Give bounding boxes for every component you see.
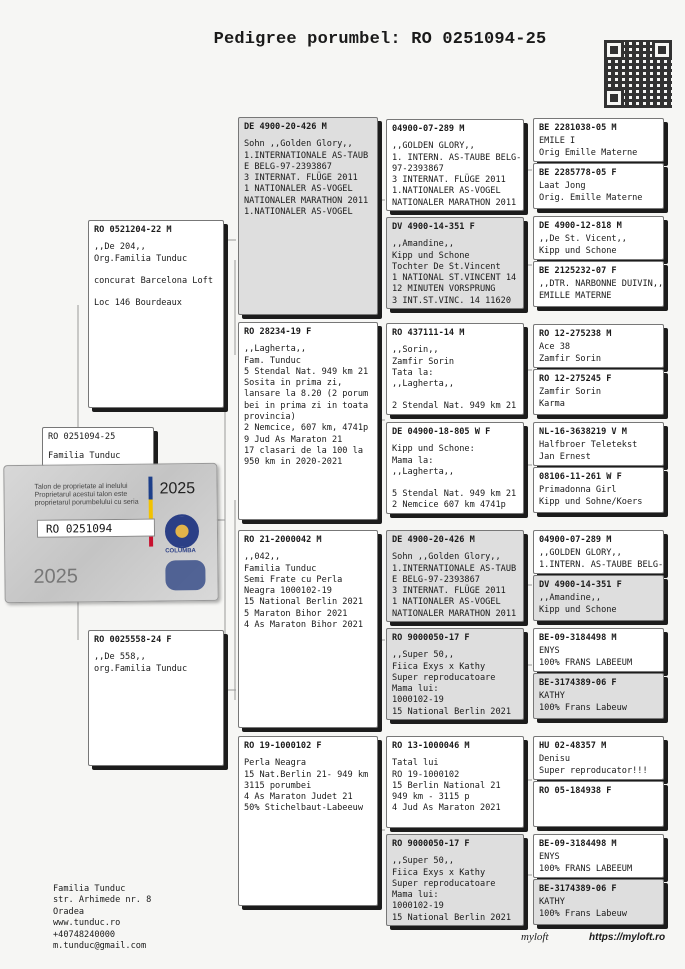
ring-number: BE-09-3184498 M: [539, 839, 617, 849]
g4-box-4: [533, 261, 664, 307]
pedigree-note: ,,GOLDEN GLORY,,: [539, 548, 622, 559]
breeder-contact: [53, 884, 151, 952]
card-ring-number: RO 0251094: [37, 519, 155, 538]
pedigree-note: Super reproducatoare: [392, 878, 496, 889]
pedigree-note: 15 National Berlin 2021: [244, 597, 363, 608]
g4-box-6: [533, 369, 664, 415]
pedigree-note: Loc 146 Bourdeaux: [94, 298, 182, 309]
subject-owner: Familia Tunduc: [48, 451, 121, 462]
ring-number: RO 9000050-17 F: [392, 633, 470, 643]
pedigree-note: ,,042,,: [244, 552, 281, 563]
pedigree-note: EMILLE MATERNE: [539, 290, 612, 301]
g4-box-13: [533, 736, 664, 780]
pedigree-note: ,,De 558,,: [94, 652, 146, 663]
pedigree-note: bei in prima zi in toata: [244, 400, 369, 411]
subject-pigeon-box: [42, 427, 154, 467]
ring-number: BE-09-3184498 M: [539, 633, 617, 643]
pedigree-note: [94, 287, 218, 298]
card-line-3: proprietarul porumbelului cu seria: [34, 498, 139, 507]
qr-code: [604, 40, 672, 108]
pedigree-note: 1.INTERN. AS-TAUBE BELG-: [539, 559, 664, 570]
card-year-top: 2025: [159, 480, 196, 498]
footer-line: Oradea: [53, 906, 85, 917]
sire-sire-dam-box: [386, 217, 524, 309]
sire-dam-dam-box: [386, 422, 524, 514]
pedigree-note: Semi Frate cu Perla: [244, 574, 343, 585]
pedigree-note: provincia): [244, 412, 296, 423]
dam-sire-sire-box: [386, 530, 524, 622]
ring-number: HU 02-48357 M: [539, 741, 607, 751]
pedigree-note: Org.Familia Tunduc: [94, 253, 188, 264]
myloft-logo: myloft: [521, 931, 549, 943]
g4-box-2: [533, 163, 664, 209]
pedigree-note: Kipp und Schone: [539, 604, 617, 615]
g4-box-11: [533, 628, 664, 672]
ring-number: RO 28234-19 F: [244, 327, 312, 337]
pedigree-note: Jan Ernest: [539, 451, 591, 462]
ring-number: BE 2281038-05 M: [539, 123, 617, 133]
ring-number: RO 437111-14 M: [392, 328, 465, 338]
pedigree-note: 1. INTERN. AS-TAUBE BELG-: [392, 152, 522, 163]
ring-number: RO 12-275238 M: [539, 329, 612, 339]
pedigree-note: 97-2393867: [392, 163, 444, 174]
pedigree-note: Tochter De St.Vincent: [392, 261, 501, 272]
g4-box-5: [533, 324, 664, 368]
pedigree-note: Sohn ,,Golden Glory,,: [244, 139, 353, 150]
pedigree-note: 1.NATIONALER AS-VOGEL: [392, 186, 501, 197]
pedigree-note: E BELG-97-2393867: [244, 161, 332, 172]
pedigree-note: [94, 265, 218, 276]
ring-number: BE-3174389-06 F: [539, 678, 617, 688]
pedigree-note: 100% Frans Labeuw: [539, 702, 627, 713]
g4-box-16: [533, 879, 664, 925]
card-year-bottom: 2025: [33, 565, 79, 588]
dam-dam-sire-box: [386, 736, 524, 828]
sire-sire-sire-box: [386, 119, 524, 211]
footer-line: m.tunduc@gmail.com: [53, 941, 147, 952]
pedigree-note: 1.NATIONALER AS-VOGEL: [244, 207, 353, 218]
pedigree-note: [392, 390, 518, 401]
pedigree-note: Denisu: [539, 754, 571, 765]
pedigree-note: ENYS: [539, 646, 560, 657]
pedigree-note: Orig Emille Materne: [539, 147, 638, 158]
pedigree-note: Kipp und Sohne/Koers: [539, 496, 643, 507]
pedigree-note: ,,De St. Vicent,,: [539, 234, 627, 245]
ring-number: NL-16-3638219 V M: [539, 427, 627, 437]
pedigree-note: 3115 porumbei: [244, 780, 312, 791]
pedigree-note: ,,Lagherta,,: [392, 466, 455, 477]
dam-sire-box: [238, 530, 378, 728]
g4-box-7: [533, 422, 664, 466]
pedigree-note: Kipp und Schone: [539, 245, 617, 256]
dam-dam-dam-box: [386, 834, 524, 926]
pedigree-note: KATHY: [539, 897, 565, 908]
ring-number: BE 2285778-05 F: [539, 168, 617, 178]
ring-number: RO 05-184938 F: [539, 786, 612, 796]
myloft-url[interactable]: https://myloft.ro: [589, 932, 666, 943]
pedigree-note: 2 Stendal Nat. 949 km 21: [392, 401, 517, 412]
pedigree-note: 17 clasari de la 100 la: [244, 445, 363, 456]
pedigree-note: 5 Maraton Bihor 2021: [244, 608, 348, 619]
pedigree-note: 949 km - 3115 p: [392, 792, 470, 803]
ownership-card: [3, 463, 218, 603]
g4-box-3: [533, 216, 664, 260]
footer-line: +40748240000: [53, 929, 116, 940]
pedigree-note: NATIONALER MARATHON 2011: [244, 195, 369, 206]
pedigree-note: 15 National Berlin 2021: [392, 706, 511, 717]
pedigree-note: ,,Amandine,,: [392, 239, 455, 250]
pedigree-note: ,,DTR. NARBONNE DUIVIN,,: [539, 279, 664, 290]
pedigree-note: org.Familia Tunduc: [94, 663, 188, 674]
pedigree-note: NATIONALER MARATHON 2011: [392, 197, 517, 208]
pedigree-note: 1000102-19: [392, 901, 444, 912]
g4-box-8: [533, 467, 664, 513]
pedigree-note: 1.INTERNATIONALE AS-TAUB: [244, 150, 369, 161]
pedigree-note: Mama lui:: [392, 890, 439, 901]
ring-number: DE 04900-18-805 W F: [392, 427, 491, 437]
pedigree-note: Super reproducatoare: [392, 672, 496, 683]
dam-dam-box: [238, 736, 378, 906]
pedigree-note: Fiica Exys x Kathy: [392, 661, 486, 672]
pedigree-note: 1 NATIONALER AS-VOGEL: [392, 597, 501, 608]
pedigree-note: 3 INTERNAT. FLÜGE 2011: [244, 173, 358, 184]
pedigree-note: Zamfir Sorin: [392, 356, 455, 367]
pedigree-note: concurat Barcelona Loft: [94, 275, 213, 286]
pedigree-note: 5 Stendal Nat. 949 km 21: [244, 366, 369, 377]
pedigree-note: [392, 478, 518, 489]
ring-number: 04900-07-289 M: [539, 535, 612, 545]
footer-line: str. Arhimede nr. 8: [53, 895, 152, 906]
sire-box: [88, 220, 224, 408]
ring-number: DV 4900-14-351 F: [392, 222, 475, 232]
pedigree-note: Kipp und Schone:: [392, 444, 475, 455]
ring-number: RO 0521204-22 M: [94, 225, 172, 235]
card-line-2: Proprietarul acestui talon este: [34, 490, 128, 499]
ring-number: DE 4900-20-426 M: [244, 122, 327, 132]
pedigree-note: Primadonna Girl: [539, 485, 617, 496]
pedigree-note: 3 INTERNAT. FLÜGE 2011: [392, 586, 506, 597]
ring-number: 08106-11-261 W F: [539, 472, 622, 482]
dam-sire-dam-box: [386, 628, 524, 720]
pedigree-note: lansare la 8.20 (2 porum: [244, 389, 369, 400]
ring-number: DE 4900-12-818 M: [539, 221, 622, 231]
pedigree-note: Zamfir Sorin: [539, 353, 602, 364]
pedigree-note: 1 NATIONALER AS-VOGEL: [244, 184, 353, 195]
pedigree-note: Mama lui:: [392, 684, 439, 695]
sire-dam-sire-box: [386, 323, 524, 415]
pedigree-note: ,,Lagherta,,: [392, 379, 455, 390]
pedigree-note: ,,Lagherta,,: [244, 344, 307, 355]
pedigree-note: 950 km in 2020-2021: [244, 457, 343, 468]
ring-number: BE-3174389-06 F: [539, 884, 617, 894]
pedigree-note: 2 Nemcice, 607 km, 4741p: [244, 423, 369, 434]
g4-box-1: [533, 118, 664, 162]
pedigree-note: ,,GOLDEN GLORY,,: [392, 141, 475, 152]
pedigree-note: E BELG-97-2393867: [392, 574, 480, 585]
pedigree-note: 1 NATIONAL ST.VINCENT 14: [392, 273, 517, 284]
pedigree-note: 4 As Maraton Bihor 2021: [244, 620, 363, 631]
pedigree-note: Orig. Emille Materne: [539, 192, 643, 203]
pedigree-note: 100% FRANS LABEEUM: [539, 657, 633, 668]
pedigree-note: Super reproducator!!!: [539, 765, 648, 776]
pedigree-note: NATIONALER MARATHON 2011: [392, 608, 517, 619]
columba-emblem-icon: [165, 514, 199, 548]
pedigree-note: ENYS: [539, 852, 560, 863]
pedigree-note: 4 As Maraton Judet 21: [244, 792, 353, 803]
pedigree-note: Fam. Tunduc: [244, 355, 301, 366]
g4-box-10: [533, 575, 664, 621]
pedigree-note: Fiica Exys x Kathy: [392, 867, 486, 878]
pedigree-note: 15 National Berlin 2021: [392, 912, 511, 923]
pedigree-note: EMILE I: [539, 136, 576, 147]
pedigree-note: Halfbroer Teletekst: [539, 440, 638, 451]
pedigree-note: Neagra 1000102-19: [244, 586, 332, 597]
ring-number: RO 21-2000042 M: [244, 535, 322, 545]
pedigree-note: Perla Neagra: [244, 758, 307, 769]
sire-sire-box: [238, 117, 378, 315]
pedigree-note: ,,Super 50,,: [392, 650, 455, 661]
pedigree-note: ,,Super 50,,: [392, 856, 455, 867]
pedigree-note: 1000102-19: [392, 695, 444, 706]
ring-number: RO 19-1000102 F: [244, 741, 322, 751]
pedigree-note: 3 INT.ST.VINC. 14 11620: [392, 295, 511, 306]
ring-number: 04900-07-289 M: [392, 124, 465, 134]
pedigree-note: RO 19-1000102: [392, 769, 460, 780]
page-title: Pedigree porumbel: RO 0251094-25: [213, 30, 547, 49]
footer-line: Familia Tunduc: [53, 884, 126, 894]
pedigree-note: Tatal lui: [392, 758, 439, 769]
pedigree-note: 4 Jud As Maraton 2021: [392, 803, 501, 814]
pedigree-note: 2 Nemcice 607 km 4741p: [392, 500, 506, 511]
ring-number: RO 13-1000046 M: [392, 741, 470, 751]
pedigree-note: Karma: [539, 398, 565, 409]
pedigree-note: Tata la:: [392, 367, 434, 378]
pedigree-note: 15 Nat.Berlin 21- 949 km: [244, 769, 369, 780]
footer-line: www.tunduc.ro: [53, 918, 121, 929]
pedigree-note: 100% FRANS LABEEUM: [539, 863, 633, 874]
pedigree-note: Familia Tunduc: [244, 563, 317, 574]
pedigree-note: Mama la:: [392, 455, 434, 466]
pigeon-logo-icon: [165, 560, 205, 590]
pedigree-note: 15 Berlin National 21: [392, 780, 501, 791]
pedigree-note: Kipp und Schone: [392, 250, 470, 261]
ring-number: BE 2125232-07 F: [539, 266, 617, 276]
sire-dam-box: [238, 322, 378, 520]
pedigree-note: ,,Amandine,,: [539, 593, 602, 604]
pedigree-note: 9 Jud As Maraton 21: [244, 434, 343, 445]
subject-ring: RO 0251094-25: [48, 432, 116, 442]
pedigree-note: ,,De 204,,: [94, 242, 146, 253]
pedigree-note: Sohn ,,Golden Glory,,: [392, 552, 501, 563]
ring-number: RO 9000050-17 F: [392, 839, 470, 849]
ring-number: RO 0025558-24 F: [94, 635, 172, 645]
pedigree-note: 50% Stichelbaut-Labeeuw: [244, 803, 363, 814]
g4-box-14: [533, 781, 664, 827]
g4-box-9: [533, 530, 664, 574]
pedigree-note: ,,Sorin,,: [392, 345, 439, 356]
g4-box-12: [533, 673, 664, 719]
ring-number: RO 12-275245 F: [539, 374, 612, 384]
ring-number: DV 4900-14-351 F: [539, 580, 622, 590]
dam-box: [88, 630, 224, 766]
pedigree-note: 3 INTERNAT. FLÜGE 2011: [392, 175, 506, 186]
pedigree-note: KATHY: [539, 691, 565, 702]
pedigree-note: Sosita in prima zi,: [244, 378, 343, 389]
pedigree-note: 1.INTERNATIONALE AS-TAUB: [392, 563, 517, 574]
ring-number: DE 4900-20-426 M: [392, 535, 475, 545]
pedigree-note: Ace 38: [539, 342, 571, 353]
pedigree-note: 100% Frans Labeuw: [539, 908, 627, 919]
pedigree-note: Zamfir Sorin: [539, 387, 602, 398]
card-line-1: Talon de proprietate al inelului: [34, 482, 128, 491]
pedigree-note: 5 Stendal Nat. 949 km 21: [392, 489, 517, 500]
pedigree-note: Laat Jong: [539, 181, 586, 192]
g4-box-15: [533, 834, 664, 878]
card-brand: COLUMBA: [165, 548, 196, 555]
pedigree-note: 12 MINUTEN VORSPRUNG: [392, 284, 496, 295]
